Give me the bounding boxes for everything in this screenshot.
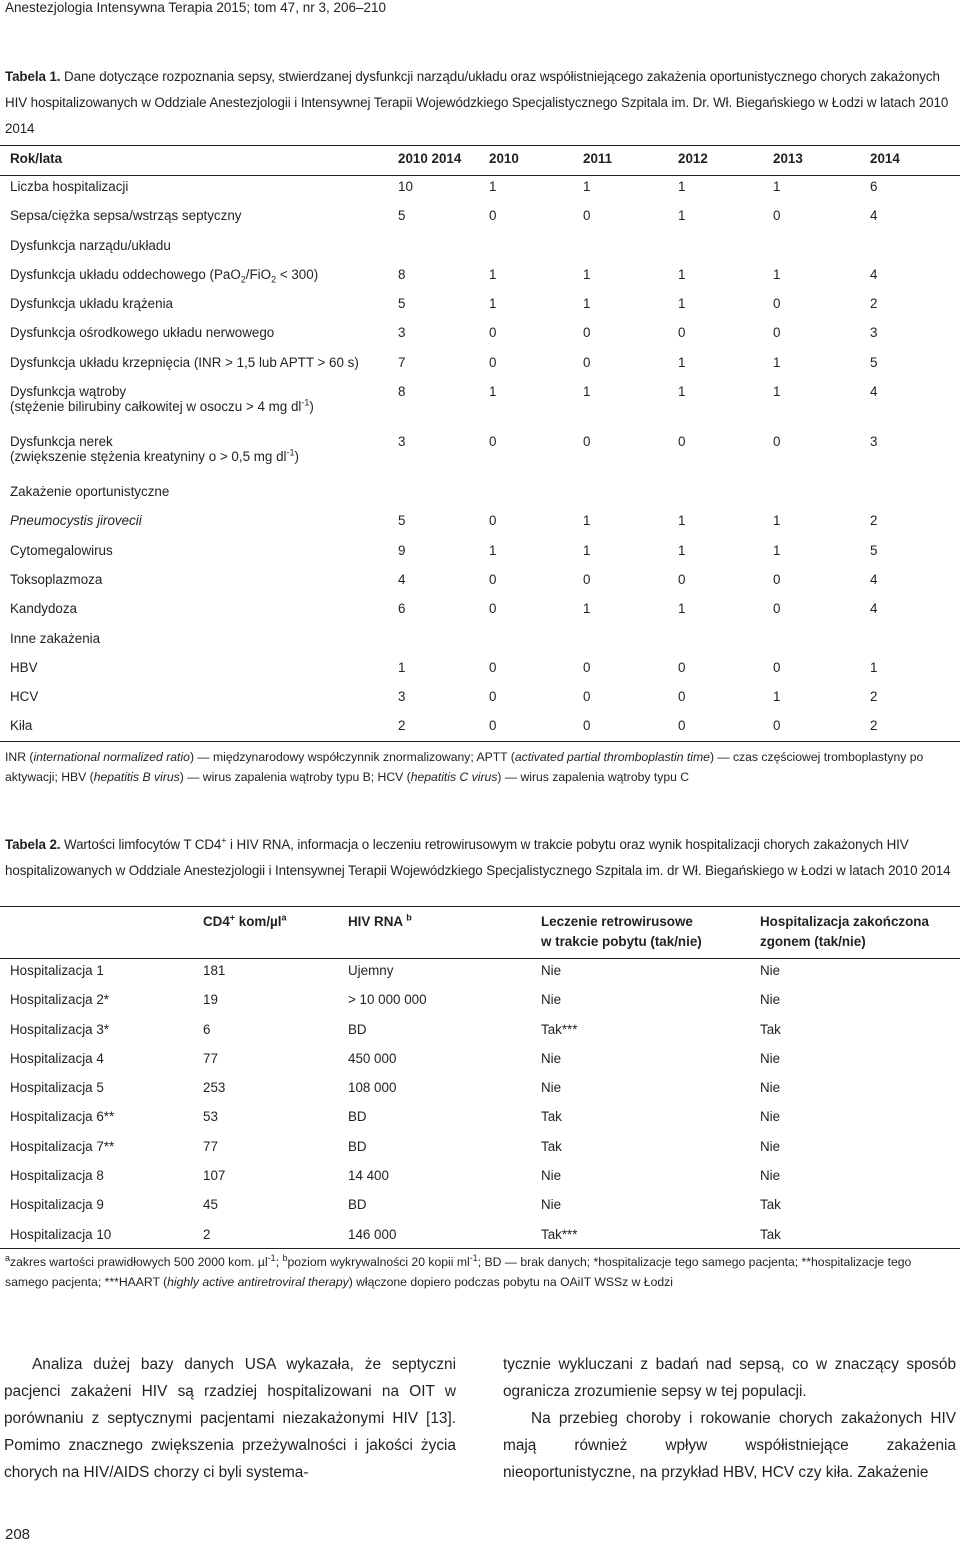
superscript: -1 <box>286 447 295 458</box>
note-text: ) włączone dopiero podczas pobytu na OAiIT WSSz w Łodzi <box>348 1275 673 1289</box>
table2-header-row <box>0 906 960 959</box>
table-row <box>0 597 960 626</box>
table1-header-cell: 2010 <box>489 151 519 166</box>
table1-header-cell: 2014 <box>870 151 900 166</box>
row-label: Dysfunkcja układu krzepnięcia (INR > 1,5 lub APTT > 60 s) <box>10 354 359 370</box>
cell: 0 <box>773 434 781 450</box>
table-row <box>0 509 960 538</box>
body-column-left <box>4 1351 456 1486</box>
note-italic: hepatitis B virus <box>93 770 180 784</box>
superscript: a <box>5 1252 11 1263</box>
note-text: ) — międzynarodowy współczynnik znormalizowany; APTT ( <box>189 750 515 764</box>
cell: 1 <box>583 542 591 558</box>
table2-caption-text: i HIV RNA, informacja o leczeniu retrowirusowym w trakcie pobytu oraz wynik hospitalizacji chorych zakażonych HIV hospitalizowanych w Oddziale Anestezjologii i Intensywnej Terapii Wojewódzkiego Specjalistycznego Szpitala im. dr Wł. Biegańskiego w Łodzi w latach 2010 2014 <box>5 837 951 878</box>
table-row <box>0 959 960 988</box>
cell: 1 <box>678 513 686 529</box>
cell: Nie <box>541 963 562 978</box>
paragraph: Na przebieg choroby i rokowanie chorych zakażonych HIV mają również wpływ współistniejące zakażenia nieoportunistyczne, na przykład HBV, HCV czy kiła. Zakażenie <box>503 1410 956 1481</box>
table1-bottom-rule <box>0 741 960 742</box>
cell: Nie <box>760 992 781 1008</box>
row-label: Hospitalizacja 4 <box>10 1050 104 1066</box>
cell: 0 <box>678 689 686 705</box>
cell: 3 <box>870 434 878 450</box>
note-italic: highly active antiretroviral therapy <box>167 1275 349 1289</box>
row-label: Hospitalizacja 10 <box>10 1226 112 1242</box>
header-text: HIV RNA <box>348 914 403 929</box>
cell: 6 <box>398 601 406 617</box>
cell: 1 <box>773 542 781 558</box>
header-text: zgonem (tak/nie) <box>760 934 866 949</box>
table-row <box>0 380 960 430</box>
table2-header-cell <box>193 906 338 959</box>
cell: 2 <box>203 1226 211 1242</box>
cell: 8 <box>398 266 406 282</box>
cell: 0 <box>773 325 781 341</box>
cell: 0 <box>773 296 781 312</box>
table1-header-row <box>0 145 960 175</box>
table2-caption <box>5 832 960 884</box>
cell: 0 <box>489 689 497 705</box>
row-label: Pneumocystis jirovecii <box>10 513 142 529</box>
row-label: Dysfunkcja ośrodkowego układu nerwowego <box>10 325 275 341</box>
cell: 4 <box>870 266 878 282</box>
cell: 0 <box>583 718 591 734</box>
subscript: 2 <box>271 274 277 285</box>
cell: 0 <box>773 208 781 224</box>
cell: 77 <box>203 1138 218 1154</box>
row-label-part: (zwiększenie stężenia kreatyniny o > 0,5 mg dl <box>10 449 287 465</box>
cell: 45 <box>203 1197 218 1213</box>
superscript: a <box>281 912 287 923</box>
cell: 1 <box>773 266 781 282</box>
cell: 0 <box>678 718 686 734</box>
cell: 1 <box>489 296 497 312</box>
table1-label: Tabela 1. <box>5 69 61 84</box>
table-row <box>0 351 960 380</box>
cell: Nie <box>760 1138 781 1154</box>
table-row <box>0 1076 960 1105</box>
cell: 6 <box>870 179 878 194</box>
note-text: ; BD — brak danych; *hospitalizacje tego samego pacjenta; **hospitalizacje tego samego pacjenta; ***HAART ( <box>5 1255 912 1289</box>
note-text: poziom wykrywalności 20 kopii ml <box>287 1255 470 1269</box>
row-label: Hospitalizacja 2* <box>10 992 109 1008</box>
table2-header-cell <box>0 906 193 959</box>
paragraph: tycznie wykluczani z badań nad sepsą, co w znaczący sposób ogranicza zrozumienie sepsy w tej populacji. <box>503 1356 956 1400</box>
header-text: Hospitalizacja zakończona <box>760 914 929 929</box>
table2-header-cell <box>531 906 750 959</box>
cell: Tak*** <box>541 1021 578 1037</box>
cell: 0 <box>489 325 497 341</box>
table-row <box>0 1018 960 1047</box>
cell: 1 <box>583 296 591 312</box>
cell: 3 <box>870 325 878 341</box>
superscript: + <box>229 912 236 923</box>
cell: 0 <box>583 208 591 224</box>
cell: 450 000 <box>348 1050 397 1066</box>
cell: 0 <box>583 659 591 675</box>
cell: 77 <box>203 1050 218 1066</box>
cell: 2 <box>398 718 406 734</box>
cell: 1 <box>489 179 497 194</box>
row-label: Hospitalizacja 7** <box>10 1138 115 1154</box>
cell: 53 <box>203 1109 218 1125</box>
cell: Nie <box>760 1050 781 1066</box>
table-row <box>0 175 960 204</box>
row-label: Liczba hospitalizacji <box>10 179 129 194</box>
cell: 10 <box>398 179 413 194</box>
cell: 3 <box>398 325 406 341</box>
row-label: Hospitalizacja 8 <box>10 1168 104 1184</box>
header-text: CD4 <box>203 914 230 929</box>
cell: 1 <box>773 179 781 194</box>
table-row <box>0 430 960 480</box>
cell: 0 <box>773 718 781 734</box>
cell: 5 <box>870 542 878 558</box>
table-row <box>0 321 960 350</box>
row-label <box>0 263 388 292</box>
body-column-right <box>503 1351 956 1486</box>
note-text: INR ( <box>5 750 34 764</box>
cell: 1 <box>489 384 497 400</box>
cell: 1 <box>583 513 591 529</box>
row-label-line: Dysfunkcja nerek <box>10 434 113 450</box>
cell: 14 400 <box>348 1168 389 1184</box>
row-label: Kiła <box>10 718 33 734</box>
cell: 0 <box>489 434 497 450</box>
cell: Tak <box>760 1021 781 1037</box>
cell: 2 <box>870 296 878 312</box>
table-row <box>0 1047 960 1076</box>
cell: 3 <box>398 434 406 450</box>
cell: 5 <box>398 513 406 529</box>
cell: 3 <box>398 689 406 705</box>
superscript: -1 <box>301 397 310 408</box>
row-label: Cytomegalowirus <box>10 542 113 558</box>
cell: 0 <box>489 659 497 675</box>
cell: 1 <box>773 354 781 370</box>
row-label-line: Dysfunkcja wątroby <box>10 384 127 400</box>
note-italic: hepatitis C virus <box>410 770 498 784</box>
cell: 0 <box>678 325 686 341</box>
cell: 1 <box>583 384 591 400</box>
cell: 4 <box>870 601 878 617</box>
cell: 7 <box>398 354 406 370</box>
cell: 253 <box>203 1080 226 1096</box>
table2-header-cell <box>338 906 531 959</box>
row-label: Sepsa/ciężka sepsa/wstrząs septyczny <box>10 208 242 224</box>
table-row <box>0 685 960 714</box>
note-italic: international normalized ratio <box>33 750 190 764</box>
table1-caption <box>5 64 960 142</box>
row-label-part: (stężenie bilirubiny całkowitej w osoczu > 4 mg dl <box>10 399 302 415</box>
note-italic: activated partial thromboplastin time <box>514 750 710 764</box>
note-text: zakres wartości prawidłowych 500 2000 kom. µl <box>10 1255 268 1269</box>
cell: BD <box>348 1021 367 1037</box>
cell: 8 <box>398 384 406 400</box>
cell: 0 <box>489 571 497 587</box>
cell: Nie <box>760 1080 781 1096</box>
page-number: 208 <box>5 1526 31 1543</box>
row-label-part: /FiO <box>245 266 272 282</box>
cell: 0 <box>489 208 497 224</box>
row-label-part: ) <box>294 449 299 465</box>
cell: > 10 000 000 <box>348 992 427 1008</box>
row-label: Toksoplazmoza <box>10 571 103 587</box>
cell: BD <box>348 1109 367 1125</box>
cell: 1 <box>583 266 591 282</box>
cell: 1 <box>773 513 781 529</box>
cell: 1 <box>678 208 686 224</box>
note-text: ) — czas częściowej tromboplastyny po aktywacji; HBV ( <box>5 750 924 784</box>
cell: Nie <box>541 1080 562 1096</box>
cell: 2 <box>870 513 878 529</box>
cell: 0 <box>678 571 686 587</box>
table2-body <box>0 959 960 1252</box>
row-label: Hospitalizacja 6** <box>10 1109 115 1125</box>
table1-footnote <box>5 747 955 787</box>
cell: 0 <box>678 659 686 675</box>
cell: Nie <box>541 992 562 1008</box>
table1-header-cell: Rok/lata <box>10 151 63 166</box>
table2-caption-text: Wartości limfocytów T CD4 <box>60 837 222 852</box>
note-text: ; <box>275 1255 283 1269</box>
cell: 1 <box>398 659 406 675</box>
section-label: Dysfunkcja narządu/układu <box>10 237 171 253</box>
cell: 5 <box>398 208 406 224</box>
cell: Nie <box>541 1050 562 1066</box>
subscript: 2 <box>240 274 246 285</box>
cell: 108 000 <box>348 1080 397 1096</box>
table2-header-cell <box>750 906 960 959</box>
section-label: Inne zakażenia <box>10 630 101 646</box>
table-section-row <box>0 627 960 656</box>
cell: 146 000 <box>348 1226 397 1242</box>
cell: BD <box>348 1138 367 1154</box>
table1 <box>0 145 960 744</box>
cell: Tak <box>760 1197 781 1213</box>
cell: 1 <box>870 659 878 675</box>
cell: Tak <box>760 1226 781 1242</box>
cell: 0 <box>583 689 591 705</box>
table1-header-cell: 2010 2014 <box>398 151 462 166</box>
cell: Nie <box>760 1168 781 1184</box>
cell: 1 <box>773 689 781 705</box>
row-label: HCV <box>10 689 39 705</box>
row-label: Kandydoza <box>10 601 78 617</box>
row-label: HBV <box>10 659 38 675</box>
paragraph: Analiza dużej bazy danych USA wykazała, że septyczni pacjenci zakażeni HIV są rzadziej hospitalizowani na OIT w porównaniu z septycznymi pacjentami niezakażonymi HIV [13]. Pomimo znacznego zwiększenia przeżywalności i jakości życia chorych na HIV/AIDS chorzy ci byli systema- <box>4 1356 456 1481</box>
table-section-row <box>0 234 960 263</box>
cell: 2 <box>870 689 878 705</box>
table-row <box>0 539 960 568</box>
superscript: + <box>221 835 227 846</box>
cell: 0 <box>678 434 686 450</box>
cell: 1 <box>678 266 686 282</box>
row-label-line <box>10 399 388 414</box>
cell: 0 <box>489 354 497 370</box>
cell: 0 <box>583 325 591 341</box>
row-label <box>0 430 388 480</box>
row-label: Dysfunkcja układu krążenia <box>10 296 174 312</box>
cell: 0 <box>773 571 781 587</box>
cell: 1 <box>773 384 781 400</box>
row-label-line <box>10 449 388 464</box>
cell: 9 <box>398 542 406 558</box>
header-text: w trakcie pobytu (tak/nie) <box>541 934 702 949</box>
cell: 19 <box>203 992 218 1008</box>
cell: BD <box>348 1197 367 1213</box>
header-text: kom/µl <box>235 914 282 929</box>
table2-footnote <box>5 1252 955 1292</box>
table-row <box>0 714 960 743</box>
row-label: Hospitalizacja 9 <box>10 1197 104 1213</box>
note-text: ) — wirus zapalenia wątroby typu C <box>497 770 690 784</box>
table-row <box>0 1164 960 1193</box>
cell: 181 <box>203 963 226 978</box>
header-text: Leczenie retrowirusowe <box>541 914 693 929</box>
cell: Nie <box>541 1168 562 1184</box>
cell: Ujemny <box>348 963 394 978</box>
cell: Nie <box>541 1197 562 1213</box>
cell: 1 <box>489 266 497 282</box>
table-row <box>0 988 960 1017</box>
table-row <box>0 656 960 685</box>
table2 <box>0 906 960 1252</box>
table2-label: Tabela 2. <box>5 837 61 852</box>
row-label-part: ) <box>309 399 314 415</box>
table1-header-cell: 2011 <box>583 151 613 166</box>
table2-bottom-rule <box>0 1248 960 1249</box>
table-row <box>0 263 960 292</box>
cell: Tak <box>541 1138 562 1154</box>
section-label: Zakażenie oportunistyczne <box>10 484 170 500</box>
cell: 0 <box>583 354 591 370</box>
cell: Nie <box>760 963 781 978</box>
cell: 0 <box>489 513 497 529</box>
table-section-row <box>0 480 960 509</box>
cell: 107 <box>203 1168 226 1184</box>
superscript: -1 <box>469 1252 478 1263</box>
table-row <box>0 292 960 321</box>
table-row <box>0 1193 960 1222</box>
cell: 1 <box>583 179 591 194</box>
cell: 1 <box>678 601 686 617</box>
superscript: -1 <box>267 1252 276 1263</box>
table1-caption-text: Dane dotyczące rozpoznania sepsy, stwierdzanej dysfunkcji narządu/układu oraz współistniejącego zakażenia oportunistycznego chorych zakażonych HIV hospitalizowanych w Oddziale Anestezjologii i Intensywnej Terapii Wojewódzkiego Specjalistycznego Szpitala im. Dr. Wł. Biegańskiego w Łodzi w latach 2010 2014 <box>5 69 949 136</box>
row-label-part: Dysfunkcja układu oddechowego (PaO <box>10 266 241 282</box>
table-row <box>0 204 960 233</box>
superscript: b <box>282 1252 288 1263</box>
cell: 6 <box>203 1021 211 1037</box>
row-label: Hospitalizacja 3* <box>10 1021 109 1037</box>
cell: 5 <box>398 296 406 312</box>
cell: 1 <box>678 542 686 558</box>
cell: Tak*** <box>541 1226 578 1242</box>
cell: 1 <box>583 601 591 617</box>
cell: 1 <box>678 296 686 312</box>
cell: 1 <box>489 542 497 558</box>
row-label: Hospitalizacja 1 <box>10 963 104 978</box>
cell: 5 <box>870 354 878 370</box>
table1-header-cell: 2012 <box>678 151 708 166</box>
cell: Nie <box>760 1109 781 1125</box>
table1-header-cell: 2013 <box>773 151 803 166</box>
journal-header: Anestezjologia Intensywna Terapia 2015; tom 47, nr 3, 206–210 <box>5 0 387 15</box>
cell: 4 <box>870 571 878 587</box>
superscript: b <box>406 912 412 923</box>
cell: 2 <box>870 718 878 734</box>
note-text: ) — wirus zapalenia wątroby typu B; HCV ( <box>179 770 411 784</box>
cell: 4 <box>870 208 878 224</box>
cell: 1 <box>678 354 686 370</box>
cell: Tak <box>541 1109 562 1125</box>
cell: 0 <box>583 571 591 587</box>
cell: 0 <box>489 601 497 617</box>
row-label <box>0 380 388 430</box>
cell: 1 <box>678 179 686 194</box>
cell: 0 <box>773 659 781 675</box>
cell: 4 <box>398 571 406 587</box>
table-row <box>0 568 960 597</box>
table-row <box>0 1105 960 1134</box>
cell: 0 <box>773 601 781 617</box>
cell: 0 <box>489 718 497 734</box>
cell: 4 <box>870 384 878 400</box>
table-row <box>0 1135 960 1164</box>
row-label-part: < 300) <box>276 266 319 282</box>
row-label: Hospitalizacja 5 <box>10 1080 104 1096</box>
cell: 1 <box>678 384 686 400</box>
cell: 0 <box>583 434 591 450</box>
